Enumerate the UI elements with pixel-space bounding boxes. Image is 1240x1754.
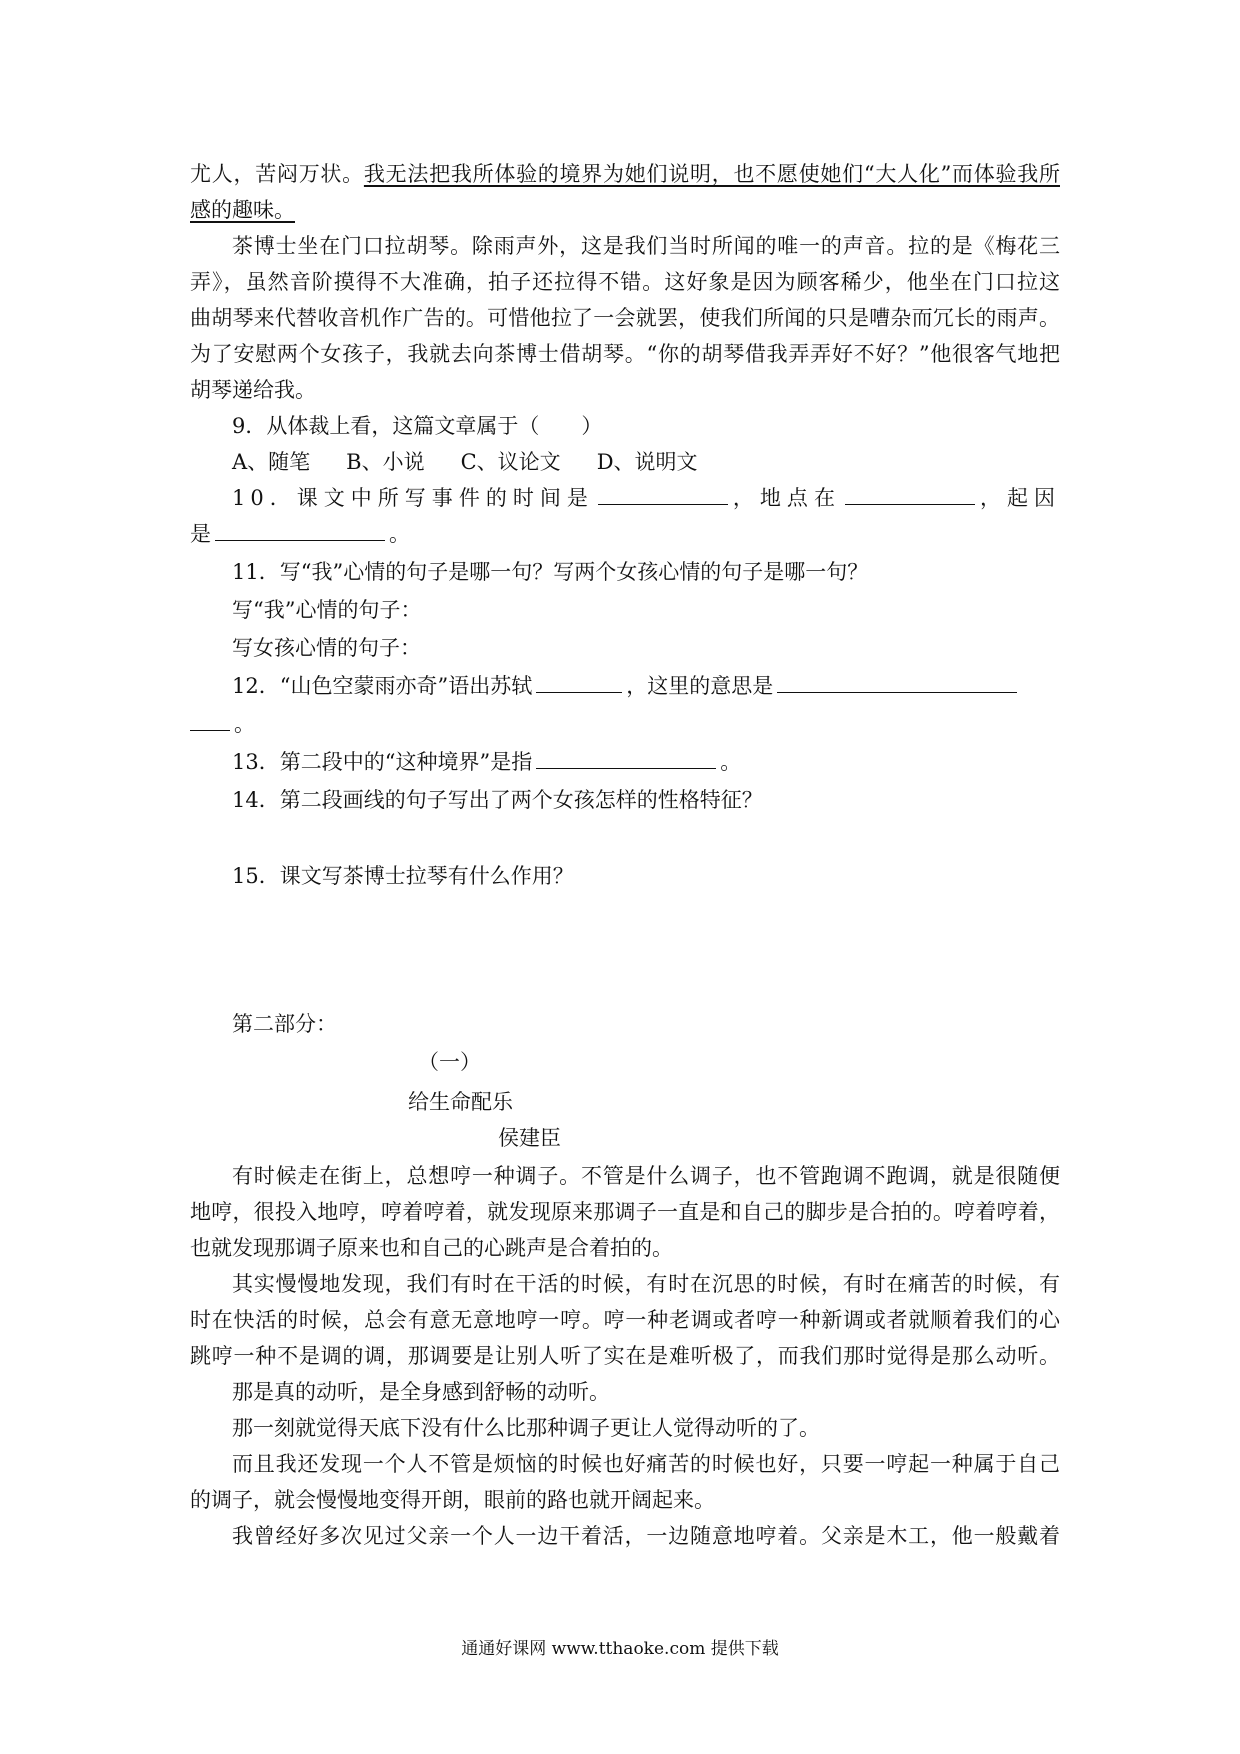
question-text: ，这里的意思是 (626, 674, 774, 698)
passage-line (190, 158, 1060, 190)
article-line: 时在快活的时候，总会有意无意地哼一哼。哼一种老调或者哼一种新调或者就顺着我们的心 (190, 1308, 1060, 1332)
passage-line: 弄》，虽然音阶摸得不大准确，拍子还拉得不错。这好象是因为顾客稀少，他坐在门口拉这 (190, 270, 1060, 294)
answer-blank[interactable] (536, 672, 622, 693)
question-text: 。 (389, 522, 410, 546)
article-line: 的调子，就会慢慢地变得开朗，眼前的路也就开阔起来。 (190, 1488, 715, 1512)
answer-blank[interactable] (845, 484, 975, 505)
question-11-b: 写女孩心情的句子： (232, 636, 421, 660)
answer-blank[interactable] (190, 710, 230, 731)
question-text: 10．课文中所写事件的时间是 (232, 486, 594, 510)
article-author: 侯建臣 (498, 1126, 561, 1150)
option-d: D、说明文 (596, 450, 698, 474)
article-line: 而且我还发现一个人不管是烦恼的时候也好痛苦的时候也好，只要一哼起一种属于自己 (232, 1452, 1060, 1476)
answer-blank[interactable] (536, 748, 716, 769)
part2-heading: 第二部分： (232, 1012, 337, 1036)
question-text: ，起因 (978, 486, 1061, 510)
passage-line: 为了安慰两个女孩子，我就去向茶博士借胡琴。“你的胡琴借我弄弄好不好？”他很客气地把 (190, 342, 1060, 366)
passage-line: 曲胡琴来代替收音机作广告的。可惜他拉了一会就罢，使我们所闻的只是嘈杂而冗长的雨声。 (190, 306, 1060, 330)
article-line: 那是真的动听，是全身感到舒畅的动听。 (232, 1380, 610, 1404)
article-line: 其实慢慢地发现，我们有时在干活的时候，有时在沉思的时候，有时在痛苦的时候，有 (232, 1272, 1060, 1296)
question-text: 是 (190, 522, 211, 546)
question-10 (232, 482, 1060, 514)
answer-blank[interactable] (777, 672, 1017, 693)
question-text: 13．第二段中的“这种境界”是指 (232, 750, 533, 774)
article-line: 地哼，很投入地哼，哼着哼着，就发现原来那调子一直是和自己的脚步是合拍的。哼着哼着， (190, 1200, 1060, 1224)
article-line: 也就发现那调子原来也和自己的心跳声是合着拍的。 (190, 1236, 673, 1260)
question-11: 11．写“我”心情的句子是哪一句？写两个女孩心情的句子是哪一句？ (232, 560, 869, 584)
question-13 (232, 746, 1060, 778)
passage-text: 尤人，苦闷万状。 (190, 162, 364, 186)
question-14: 14．第二段画线的句子写出了两个女孩怎样的性格特征？ (232, 788, 763, 812)
question-text: 12．“山色空蒙雨亦奇”语出苏轼 (232, 674, 533, 698)
underlined-sentence: 我无法把我所体验的境界为她们说明，也不愿使她们“大人化”而体验我所 (363, 162, 1060, 186)
article-line: 跳哼一种不是调的调，那调要是让别人听了实在是难听极了，而我们那时觉得是那么动听。 (190, 1344, 1060, 1368)
answer-blank[interactable] (598, 484, 728, 505)
question-15: 15．课文写茶博士拉琴有什么作用？ (232, 864, 574, 888)
passage-line: 茶博士坐在门口拉胡琴。除雨声外，这是我们当时所闻的唯一的声音。拉的是《梅花三 (232, 234, 1060, 258)
answer-blank[interactable] (215, 520, 385, 541)
question-text: 。 (234, 712, 255, 736)
page-footer: 通通好课网 www.tthaoke.com 提供下载 (461, 1639, 779, 1659)
article-line: 有时候走在街上，总想哼一种调子。不管是什么调子，也不管跑调不跑调，就是很随便 (232, 1164, 1060, 1188)
question-9-options (232, 446, 1060, 478)
option-b: B、小说 (346, 450, 425, 474)
question-9: 9．从体裁上看，这篇文章属于（ ） (232, 414, 603, 438)
question-12 (232, 670, 1060, 702)
question-12-cont (190, 708, 1060, 740)
section-number: （一） (418, 1050, 481, 1074)
question-11-a: 写“我”心情的句子： (232, 598, 422, 622)
passage-line: 胡琴递给我。 (190, 378, 316, 402)
underlined-sentence: 感的趣味。 (190, 198, 295, 222)
option-c: C、议论文 (460, 450, 561, 474)
passage-line (190, 194, 1060, 226)
question-text: 。 (720, 750, 742, 774)
article-line: 我曾经好多次见过父亲一个人一边干着活，一边随意地哼着。父亲是木工，他一般戴着 (232, 1524, 1060, 1548)
question-10-cont (190, 518, 1060, 550)
article-line: 那一刻就觉得天底下没有什么比那种调子更让人觉得动听的了。 (232, 1416, 820, 1440)
option-a: A、随笔 (232, 450, 311, 474)
article-title: 给生命配乐 (408, 1090, 513, 1114)
question-text: ，地点在 (731, 486, 841, 510)
